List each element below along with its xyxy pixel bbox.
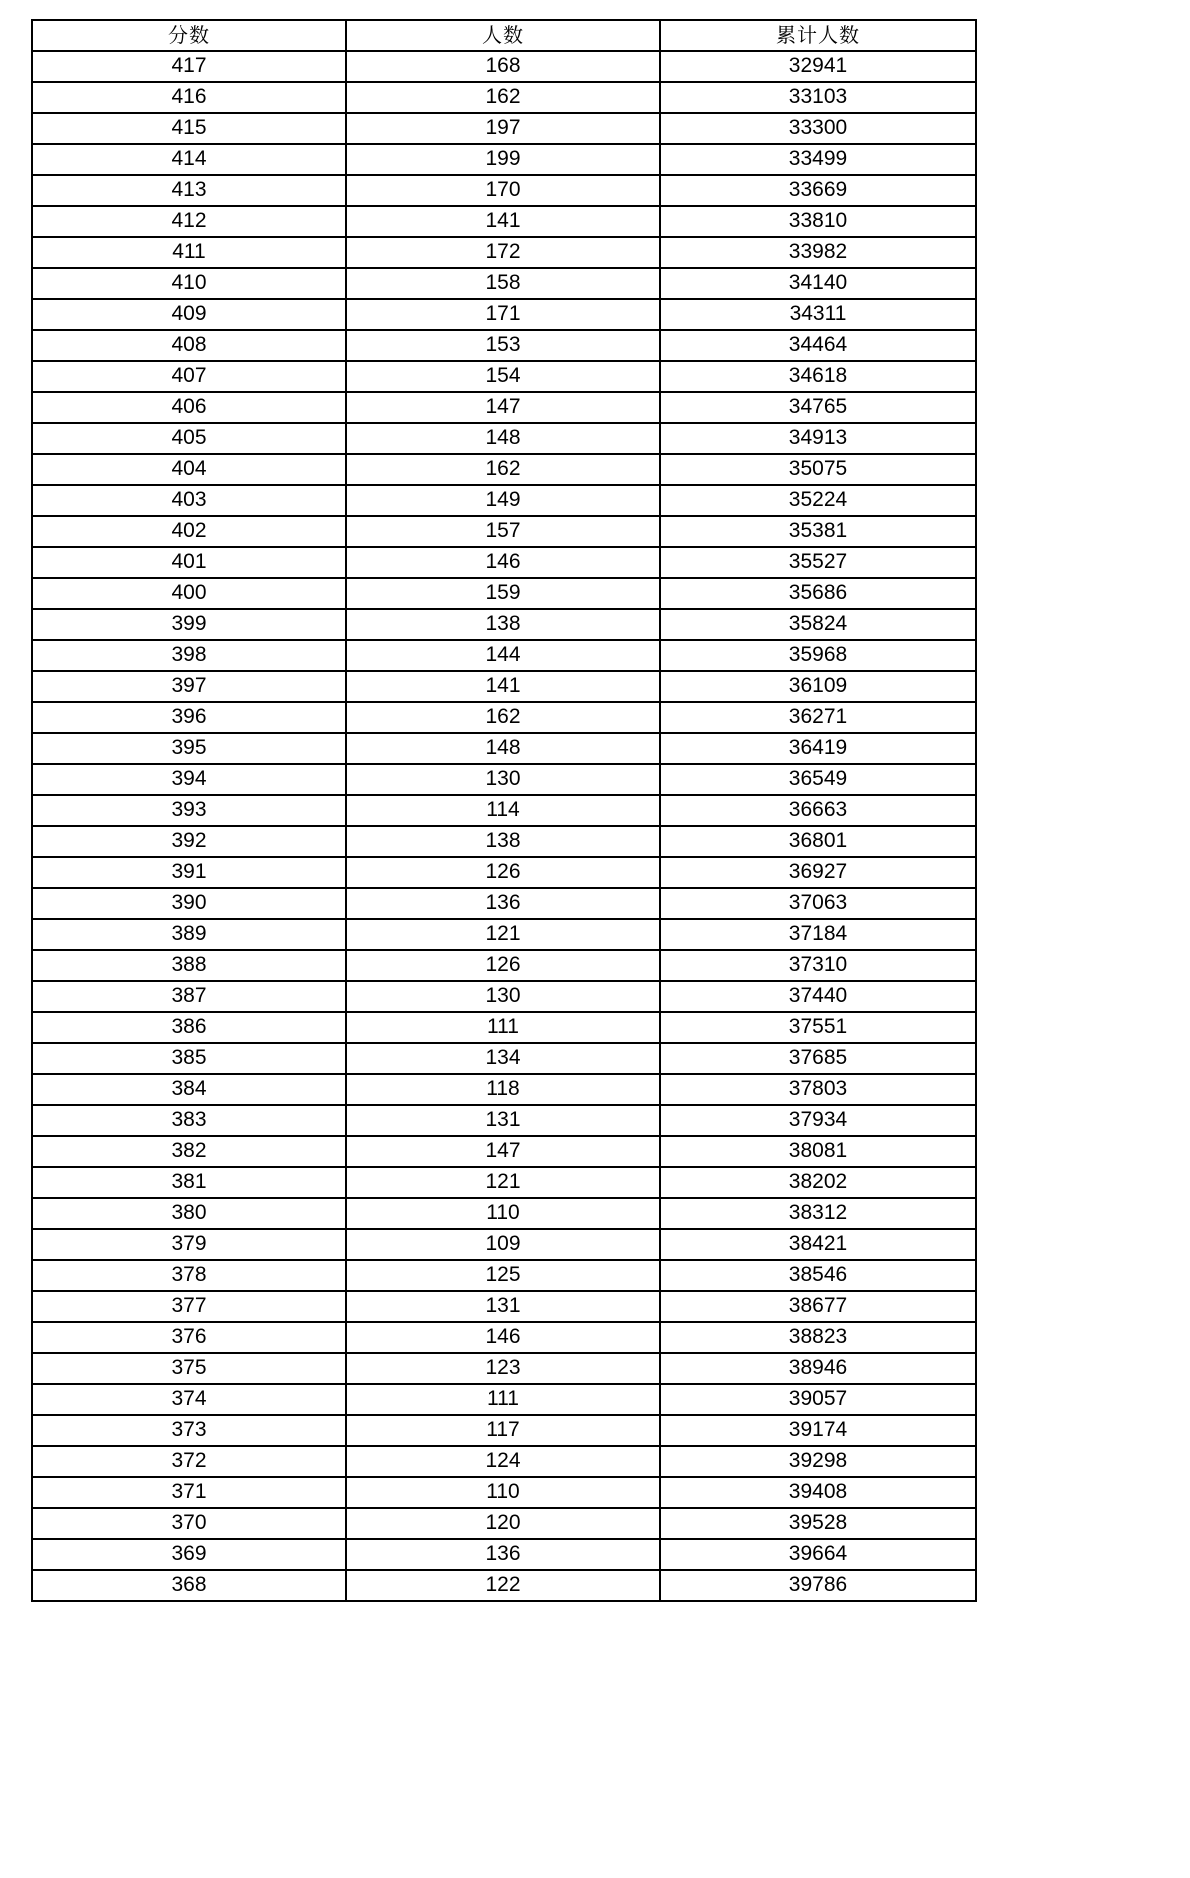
cell-score: 379 [32,1229,346,1260]
cell-score: 389 [32,919,346,950]
cell-score: 415 [32,113,346,144]
cell-score: 370 [32,1508,346,1539]
table-row [32,1291,976,1322]
table-row [32,1477,976,1508]
cell-score: 396 [32,702,346,733]
table-row [32,733,976,764]
cell-score: 371 [32,1477,346,1508]
cell-count: 148 [346,733,660,764]
table-row [32,423,976,454]
cell-score: 374 [32,1384,346,1415]
cell-score: 399 [32,609,346,640]
cell-cumulative: 33669 [660,175,976,206]
cell-cumulative: 38421 [660,1229,976,1260]
table-row [32,516,976,547]
cell-score: 385 [32,1043,346,1074]
cell-count: 134 [346,1043,660,1074]
cell-count: 147 [346,392,660,423]
cell-count: 141 [346,206,660,237]
cell-count: 147 [346,1136,660,1167]
cell-score: 406 [32,392,346,423]
table-row [32,826,976,857]
cell-cumulative: 38202 [660,1167,976,1198]
cell-cumulative: 35527 [660,547,976,578]
cell-count: 149 [346,485,660,516]
cell-cumulative: 38677 [660,1291,976,1322]
cell-cumulative: 34464 [660,330,976,361]
cell-cumulative: 38546 [660,1260,976,1291]
cell-score: 372 [32,1446,346,1477]
table-row [32,1043,976,1074]
cell-score: 400 [32,578,346,609]
cell-score: 393 [32,795,346,826]
cell-count: 199 [346,144,660,175]
cell-cumulative: 35968 [660,640,976,671]
table-row [32,1167,976,1198]
cell-score: 388 [32,950,346,981]
table-row [32,888,976,919]
cell-cumulative: 34140 [660,268,976,299]
cell-score: 373 [32,1415,346,1446]
cell-score: 377 [32,1291,346,1322]
cell-cumulative: 39408 [660,1477,976,1508]
cell-cumulative: 39057 [660,1384,976,1415]
table-row [32,454,976,485]
cell-cumulative: 38946 [660,1353,976,1384]
cell-cumulative: 39174 [660,1415,976,1446]
cell-count: 136 [346,888,660,919]
table-row [32,640,976,671]
cell-count: 136 [346,1539,660,1570]
table-row [32,609,976,640]
cell-cumulative: 37063 [660,888,976,919]
cell-count: 131 [346,1291,660,1322]
cell-count: 126 [346,950,660,981]
cell-count: 125 [346,1260,660,1291]
cell-cumulative: 36663 [660,795,976,826]
cell-cumulative: 33103 [660,82,976,113]
cell-count: 159 [346,578,660,609]
table-row [32,919,976,950]
table-row [32,1508,976,1539]
cell-count: 144 [346,640,660,671]
cell-count: 162 [346,454,660,485]
cell-count: 148 [346,423,660,454]
column-header-score: 分数 [32,20,346,51]
cell-score: 411 [32,237,346,268]
table-row [32,175,976,206]
column-header-cumulative: 累计人数 [660,20,976,51]
table-row [32,1198,976,1229]
cell-count: 168 [346,51,660,82]
cell-cumulative: 37803 [660,1074,976,1105]
cell-score: 368 [32,1570,346,1601]
cell-cumulative: 34311 [660,299,976,330]
cell-score: 375 [32,1353,346,1384]
table-row [32,1570,976,1601]
score-distribution-sheet [31,19,975,1602]
cell-score: 407 [32,361,346,392]
table-row [32,795,976,826]
table-row [32,113,976,144]
cell-cumulative: 34765 [660,392,976,423]
cell-score: 398 [32,640,346,671]
cell-score: 416 [32,82,346,113]
cell-count: 111 [346,1012,660,1043]
table-row [32,981,976,1012]
cell-cumulative: 36109 [660,671,976,702]
cell-count: 114 [346,795,660,826]
cell-count: 146 [346,1322,660,1353]
cell-score: 397 [32,671,346,702]
cell-cumulative: 38081 [660,1136,976,1167]
cell-score: 387 [32,981,346,1012]
cell-count: 138 [346,609,660,640]
table-row [32,578,976,609]
cell-score: 408 [32,330,346,361]
cell-cumulative: 39664 [660,1539,976,1570]
cell-cumulative: 35824 [660,609,976,640]
table-row [32,1229,976,1260]
cell-cumulative: 37440 [660,981,976,1012]
table-row [32,237,976,268]
cell-cumulative: 32941 [660,51,976,82]
cell-cumulative: 39786 [660,1570,976,1601]
cell-score: 382 [32,1136,346,1167]
cell-score: 380 [32,1198,346,1229]
cell-score: 391 [32,857,346,888]
cell-cumulative: 37310 [660,950,976,981]
cell-count: 109 [346,1229,660,1260]
cell-cumulative: 38312 [660,1198,976,1229]
cell-score: 390 [32,888,346,919]
cell-score: 386 [32,1012,346,1043]
table-row [32,1136,976,1167]
cell-cumulative: 33982 [660,237,976,268]
cell-count: 111 [346,1384,660,1415]
cell-score: 403 [32,485,346,516]
cell-cumulative: 37934 [660,1105,976,1136]
cell-count: 124 [346,1446,660,1477]
cell-score: 410 [32,268,346,299]
cell-count: 154 [346,361,660,392]
cell-score: 369 [32,1539,346,1570]
cell-count: 110 [346,1198,660,1229]
cell-cumulative: 35075 [660,454,976,485]
cell-count: 131 [346,1105,660,1136]
table-row [32,1353,976,1384]
cell-score: 378 [32,1260,346,1291]
cell-score: 394 [32,764,346,795]
table-row [32,144,976,175]
table-row [32,82,976,113]
cell-count: 153 [346,330,660,361]
cell-score: 392 [32,826,346,857]
table-row [32,1322,976,1353]
cell-score: 405 [32,423,346,454]
cell-score: 409 [32,299,346,330]
cell-count: 123 [346,1353,660,1384]
cell-cumulative: 34913 [660,423,976,454]
table-row [32,1260,976,1291]
cell-cumulative: 36419 [660,733,976,764]
cell-cumulative: 36927 [660,857,976,888]
cell-cumulative: 37551 [660,1012,976,1043]
cell-cumulative: 38823 [660,1322,976,1353]
cell-cumulative: 35224 [660,485,976,516]
cell-count: 122 [346,1570,660,1601]
column-header-count: 人数 [346,20,660,51]
cell-count: 117 [346,1415,660,1446]
cell-cumulative: 34618 [660,361,976,392]
cell-cumulative: 36271 [660,702,976,733]
table-row [32,702,976,733]
cell-score: 401 [32,547,346,578]
cell-count: 130 [346,981,660,1012]
cell-count: 110 [346,1477,660,1508]
table-row [32,51,976,82]
table-row [32,1074,976,1105]
cell-cumulative: 35381 [660,516,976,547]
table-row [32,485,976,516]
cell-count: 170 [346,175,660,206]
cell-score: 414 [32,144,346,175]
table-row [32,764,976,795]
cell-cumulative: 33810 [660,206,976,237]
cell-count: 141 [346,671,660,702]
cell-score: 402 [32,516,346,547]
cell-score: 417 [32,51,346,82]
cell-count: 158 [346,268,660,299]
cell-score: 376 [32,1322,346,1353]
table-row [32,1384,976,1415]
table-row [32,671,976,702]
table-header-row [32,20,976,51]
cell-score: 381 [32,1167,346,1198]
table-row [32,268,976,299]
table-row [32,392,976,423]
cell-score: 413 [32,175,346,206]
table-row [32,206,976,237]
cell-count: 162 [346,702,660,733]
cell-count: 146 [346,547,660,578]
table-row [32,1539,976,1570]
cell-score: 395 [32,733,346,764]
cell-count: 121 [346,919,660,950]
table-row [32,299,976,330]
cell-count: 162 [346,82,660,113]
cell-count: 121 [346,1167,660,1198]
cell-cumulative: 39528 [660,1508,976,1539]
cell-count: 126 [346,857,660,888]
table-row [32,950,976,981]
cell-cumulative: 33499 [660,144,976,175]
cell-score: 384 [32,1074,346,1105]
cell-cumulative: 36549 [660,764,976,795]
cell-score: 412 [32,206,346,237]
cell-cumulative: 35686 [660,578,976,609]
cell-count: 157 [346,516,660,547]
table-row [32,547,976,578]
table-row [32,1012,976,1043]
cell-count: 197 [346,113,660,144]
cell-score: 383 [32,1105,346,1136]
table-row [32,1105,976,1136]
cell-cumulative: 37184 [660,919,976,950]
cell-count: 171 [346,299,660,330]
cell-count: 130 [346,764,660,795]
table-row [32,857,976,888]
cell-cumulative: 37685 [660,1043,976,1074]
table-row [32,361,976,392]
cell-score: 404 [32,454,346,485]
score-distribution-table [31,19,977,1602]
table-row [32,330,976,361]
cell-count: 118 [346,1074,660,1105]
cell-cumulative: 39298 [660,1446,976,1477]
table-row [32,1415,976,1446]
cell-cumulative: 33300 [660,113,976,144]
table-row [32,1446,976,1477]
cell-count: 138 [346,826,660,857]
cell-count: 172 [346,237,660,268]
cell-count: 120 [346,1508,660,1539]
cell-cumulative: 36801 [660,826,976,857]
